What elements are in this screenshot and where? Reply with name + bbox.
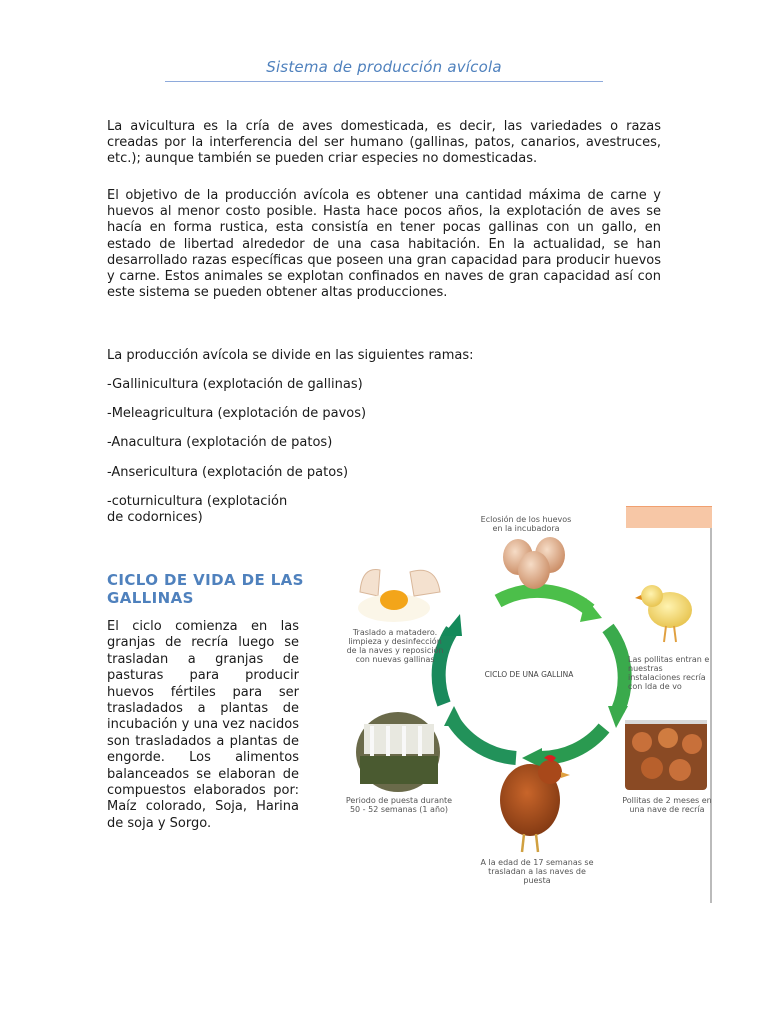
barn-chickens-photo bbox=[625, 720, 707, 790]
eggs-illustration bbox=[503, 537, 565, 589]
label-traslado-matadero: Traslado a matadero. limpieza y desinfección de la naves y reposición con nuevas gallinas bbox=[346, 628, 444, 664]
list-item: -coturnicultura (explotación de codornices) bbox=[107, 494, 288, 525]
intro-paragraph: La avicultura es la cría de aves domesticada, es decir, las variedades o razas creadas por la interferencia del ser humano (gallinas, patos, canarios, avestruces, etc.); aunque también se pueden criar especies no domesticadas. bbox=[107, 119, 661, 167]
label-periodo-puesta: Periodo de puesta durante 50 - 52 semanas (1 año) bbox=[345, 796, 453, 814]
ciclo-heading: CICLO DE VIDA DE LAS GALLINAS bbox=[107, 571, 304, 607]
cycle-artwork bbox=[340, 500, 712, 905]
diagram-center-label: CICLO DE UNA GALLINA bbox=[484, 670, 574, 679]
title-rule bbox=[165, 81, 603, 82]
label-pollitas-2-meses: Pollitas de 2 meses en una nave de recría bbox=[622, 796, 712, 814]
ramas-intro: La producción avícola se divide en las siguientes ramas: bbox=[107, 348, 474, 363]
list-item: -Gallinicultura (explotación de gallinas) bbox=[107, 377, 363, 392]
objective-paragraph: El objetivo de la producción avícola es obtener una cantidad máxima de carne y huevos al menor costo posible. Hasta hace pocos años, la explotación de aves se hacía en forma rustica, esta consistía en tener pocas gallinas con un gallo, en estado de libertad alrededor de una casa habitación. En la actualidad, se han desarrollado razas específicas que poseen una gran capacidad para producir huevos y carne. Estos animales se explotan confinados en naves de gran capacidad así con este sistema se pueden obtener altas producciones. bbox=[107, 188, 661, 301]
label-pollitas-entran: Las pollitas entran e nuestras instalaciones recría con lda de vo bbox=[628, 655, 710, 691]
list-item: -Meleagricultura (explotación de pavos) bbox=[107, 406, 367, 421]
list-item: -Anacultura (explotación de patos) bbox=[107, 435, 333, 450]
chick-illustration bbox=[635, 585, 692, 642]
hen-illustration bbox=[500, 755, 570, 852]
ciclo-paragraph: El ciclo comienza en las granjas de recría luego se trasladan a granjas de pasturas para producir huevos fértiles para ser trasladados a plantas de incubación y una vez nacidos son trasladados a plantas de engorde. Los alimentos balanceados se elaboran de compuestos elaborados por: Maíz colorado, Soja, Harina de soja y Sorgo. bbox=[107, 619, 299, 831]
life-cycle-diagram bbox=[340, 500, 712, 905]
laying-barn-photo bbox=[356, 712, 440, 792]
label-17-semanas: A la edad de 17 semanas se trasladan a las naves de puesta bbox=[480, 858, 594, 885]
page-title: Sistema de producción avícola bbox=[266, 58, 502, 76]
cracked-egg-illustration bbox=[358, 569, 440, 622]
list-item: -Ansericultura (explotación de patos) bbox=[107, 465, 349, 480]
label-eclosion: Eclosión de los huevos en la incubadora bbox=[480, 515, 572, 533]
